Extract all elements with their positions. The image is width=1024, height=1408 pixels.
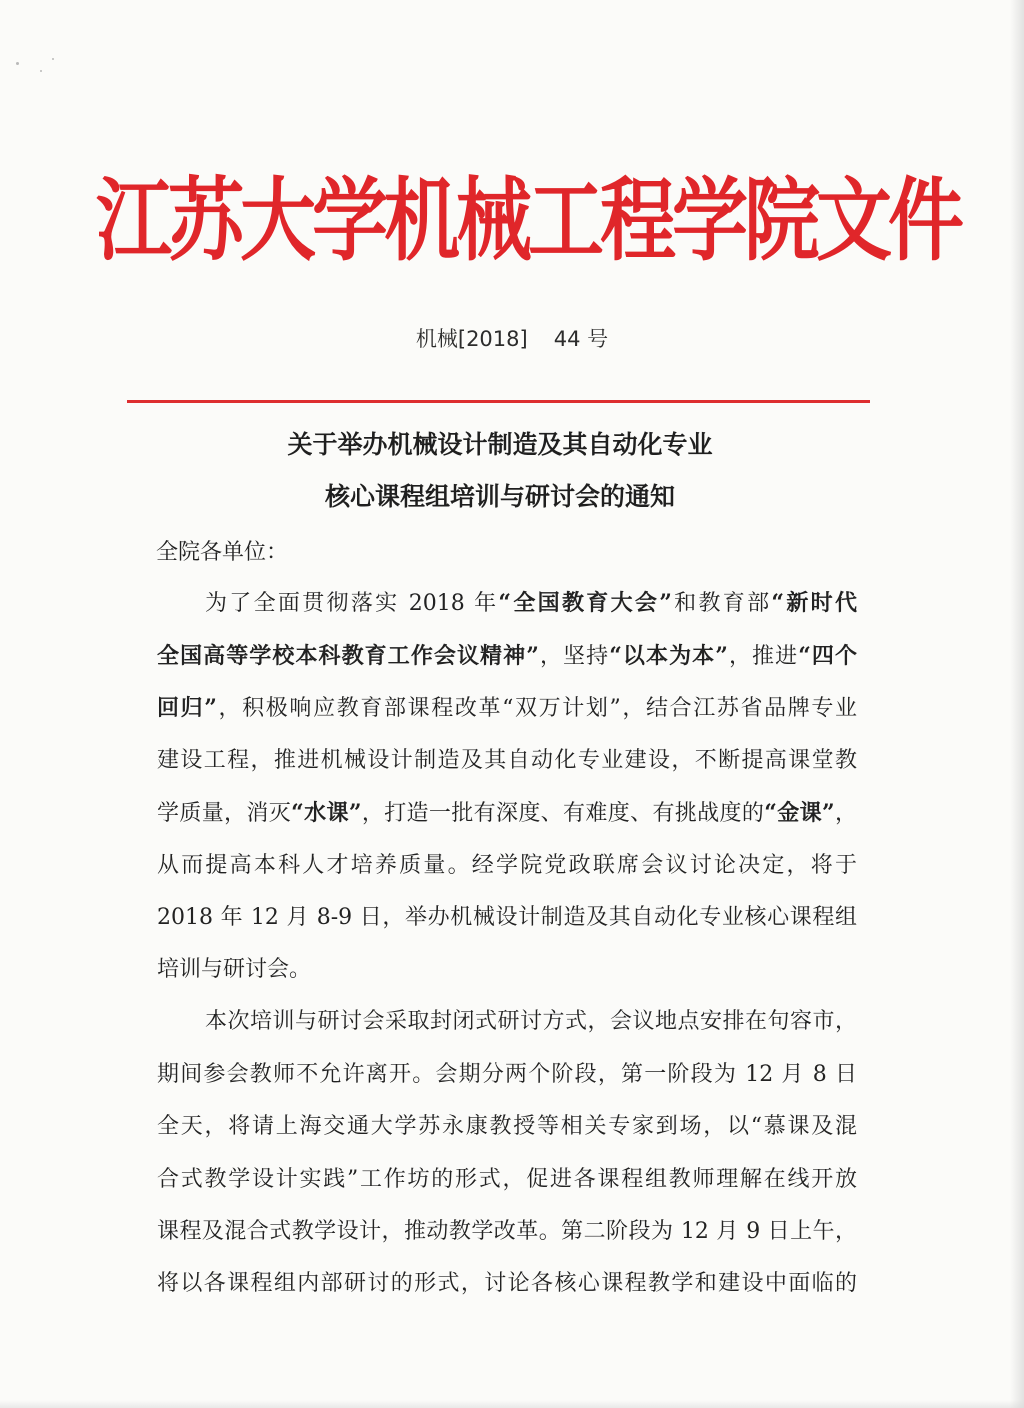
text-span: ， (834, 801, 857, 826)
text-span: 和教育部 (671, 591, 772, 616)
bold-text-span: “金课” (764, 800, 835, 826)
paragraph-1-line-6: 从而提高本科人才培养质量。经学院党政联席会议讨论决定，将于 (157, 853, 857, 878)
bold-text-span: 回归” (157, 695, 217, 721)
bold-text-span: “以本为本” (609, 643, 728, 669)
paragraph-1-line-5 (157, 796, 857, 831)
bold-text-span: “四个 (798, 643, 857, 669)
text-span: 学质量，消灭 (157, 801, 292, 826)
paragraph-2-line-5: 课程及混合式教学设计，推动教学改革。第二阶段为 12 月 9 日上午， (157, 1219, 857, 1244)
document-number-prefix: 机械[2018] (415, 327, 528, 351)
notice-title-line-2: 核心课程组培训与研讨会的通知 (324, 482, 675, 511)
bold-text-span: “水课” (291, 800, 362, 826)
notice-title-line-1: 关于举办机械设计制造及其自动化专业 (287, 430, 713, 459)
text-span: ，积极响应教育部课程改革“双万计划”，结合江苏省品牌专业 (216, 696, 858, 721)
bold-text-span: 全国高等学校本科教育工作会议精神” (157, 643, 539, 669)
paragraph-1-line-7: 2018 年 12 月 8-9 日，举办机械设计制造及其自动化专业核心课程组 (157, 905, 857, 930)
scan-bottom-shadow (0, 1400, 1024, 1408)
paragraph-2-line-2: 期间参会教师不允许离开。会期分两个阶段，第一阶段为 12 月 8 日 (157, 1062, 857, 1087)
paragraph-1-line-1 (205, 586, 857, 621)
paragraph-2-line-4: 合式教学设计实践”工作坊的形式，促进各课程组教师理解在线开放 (157, 1167, 857, 1192)
paragraph-2-line-3: 全天，将请上海交通大学苏永康教授等相关专家到场，以“慕课及混 (157, 1114, 857, 1139)
salutation: 全院各单位： (156, 540, 289, 565)
text-span: ，打造一批有深度、有难度、有挑战度的 (361, 801, 765, 826)
scan-speck (40, 70, 42, 72)
paragraph-2-line-6: 将以各课程组内部研讨的形式，讨论各核心课程教学和建设中面临的 (157, 1271, 857, 1296)
paragraph-1-line-4: 建设工程，推进机械设计制造及其自动化专业建设，不断提高课堂教 (157, 748, 857, 773)
paragraph-1-line-2 (157, 639, 857, 674)
text-span: ，坚持 (538, 644, 610, 669)
paragraph-1-line-8: 培训与研讨会。 (157, 957, 312, 982)
masthead-title: 江苏大学机械工程学院文件 (96, 167, 960, 273)
text-span: 为了全面贯彻落实 2018 年 (205, 591, 499, 616)
paragraph-1-line-3 (157, 691, 857, 726)
bold-text-span: “全国教育大会” (498, 590, 672, 616)
document-number (0, 323, 1024, 355)
scan-speck (16, 62, 19, 65)
text-span: ，推进 (727, 644, 799, 669)
scan-speck (52, 58, 54, 60)
scan-edge-shadow (1010, 0, 1024, 1408)
red-divider-line (127, 400, 870, 403)
bold-text-span: “新时代 (771, 590, 857, 616)
paragraph-2-line-1: 本次培训与研讨会采取封闭式研讨方式，会议地点安排在句容市， (205, 1009, 857, 1034)
document-number-value: 44 号 (553, 327, 609, 351)
